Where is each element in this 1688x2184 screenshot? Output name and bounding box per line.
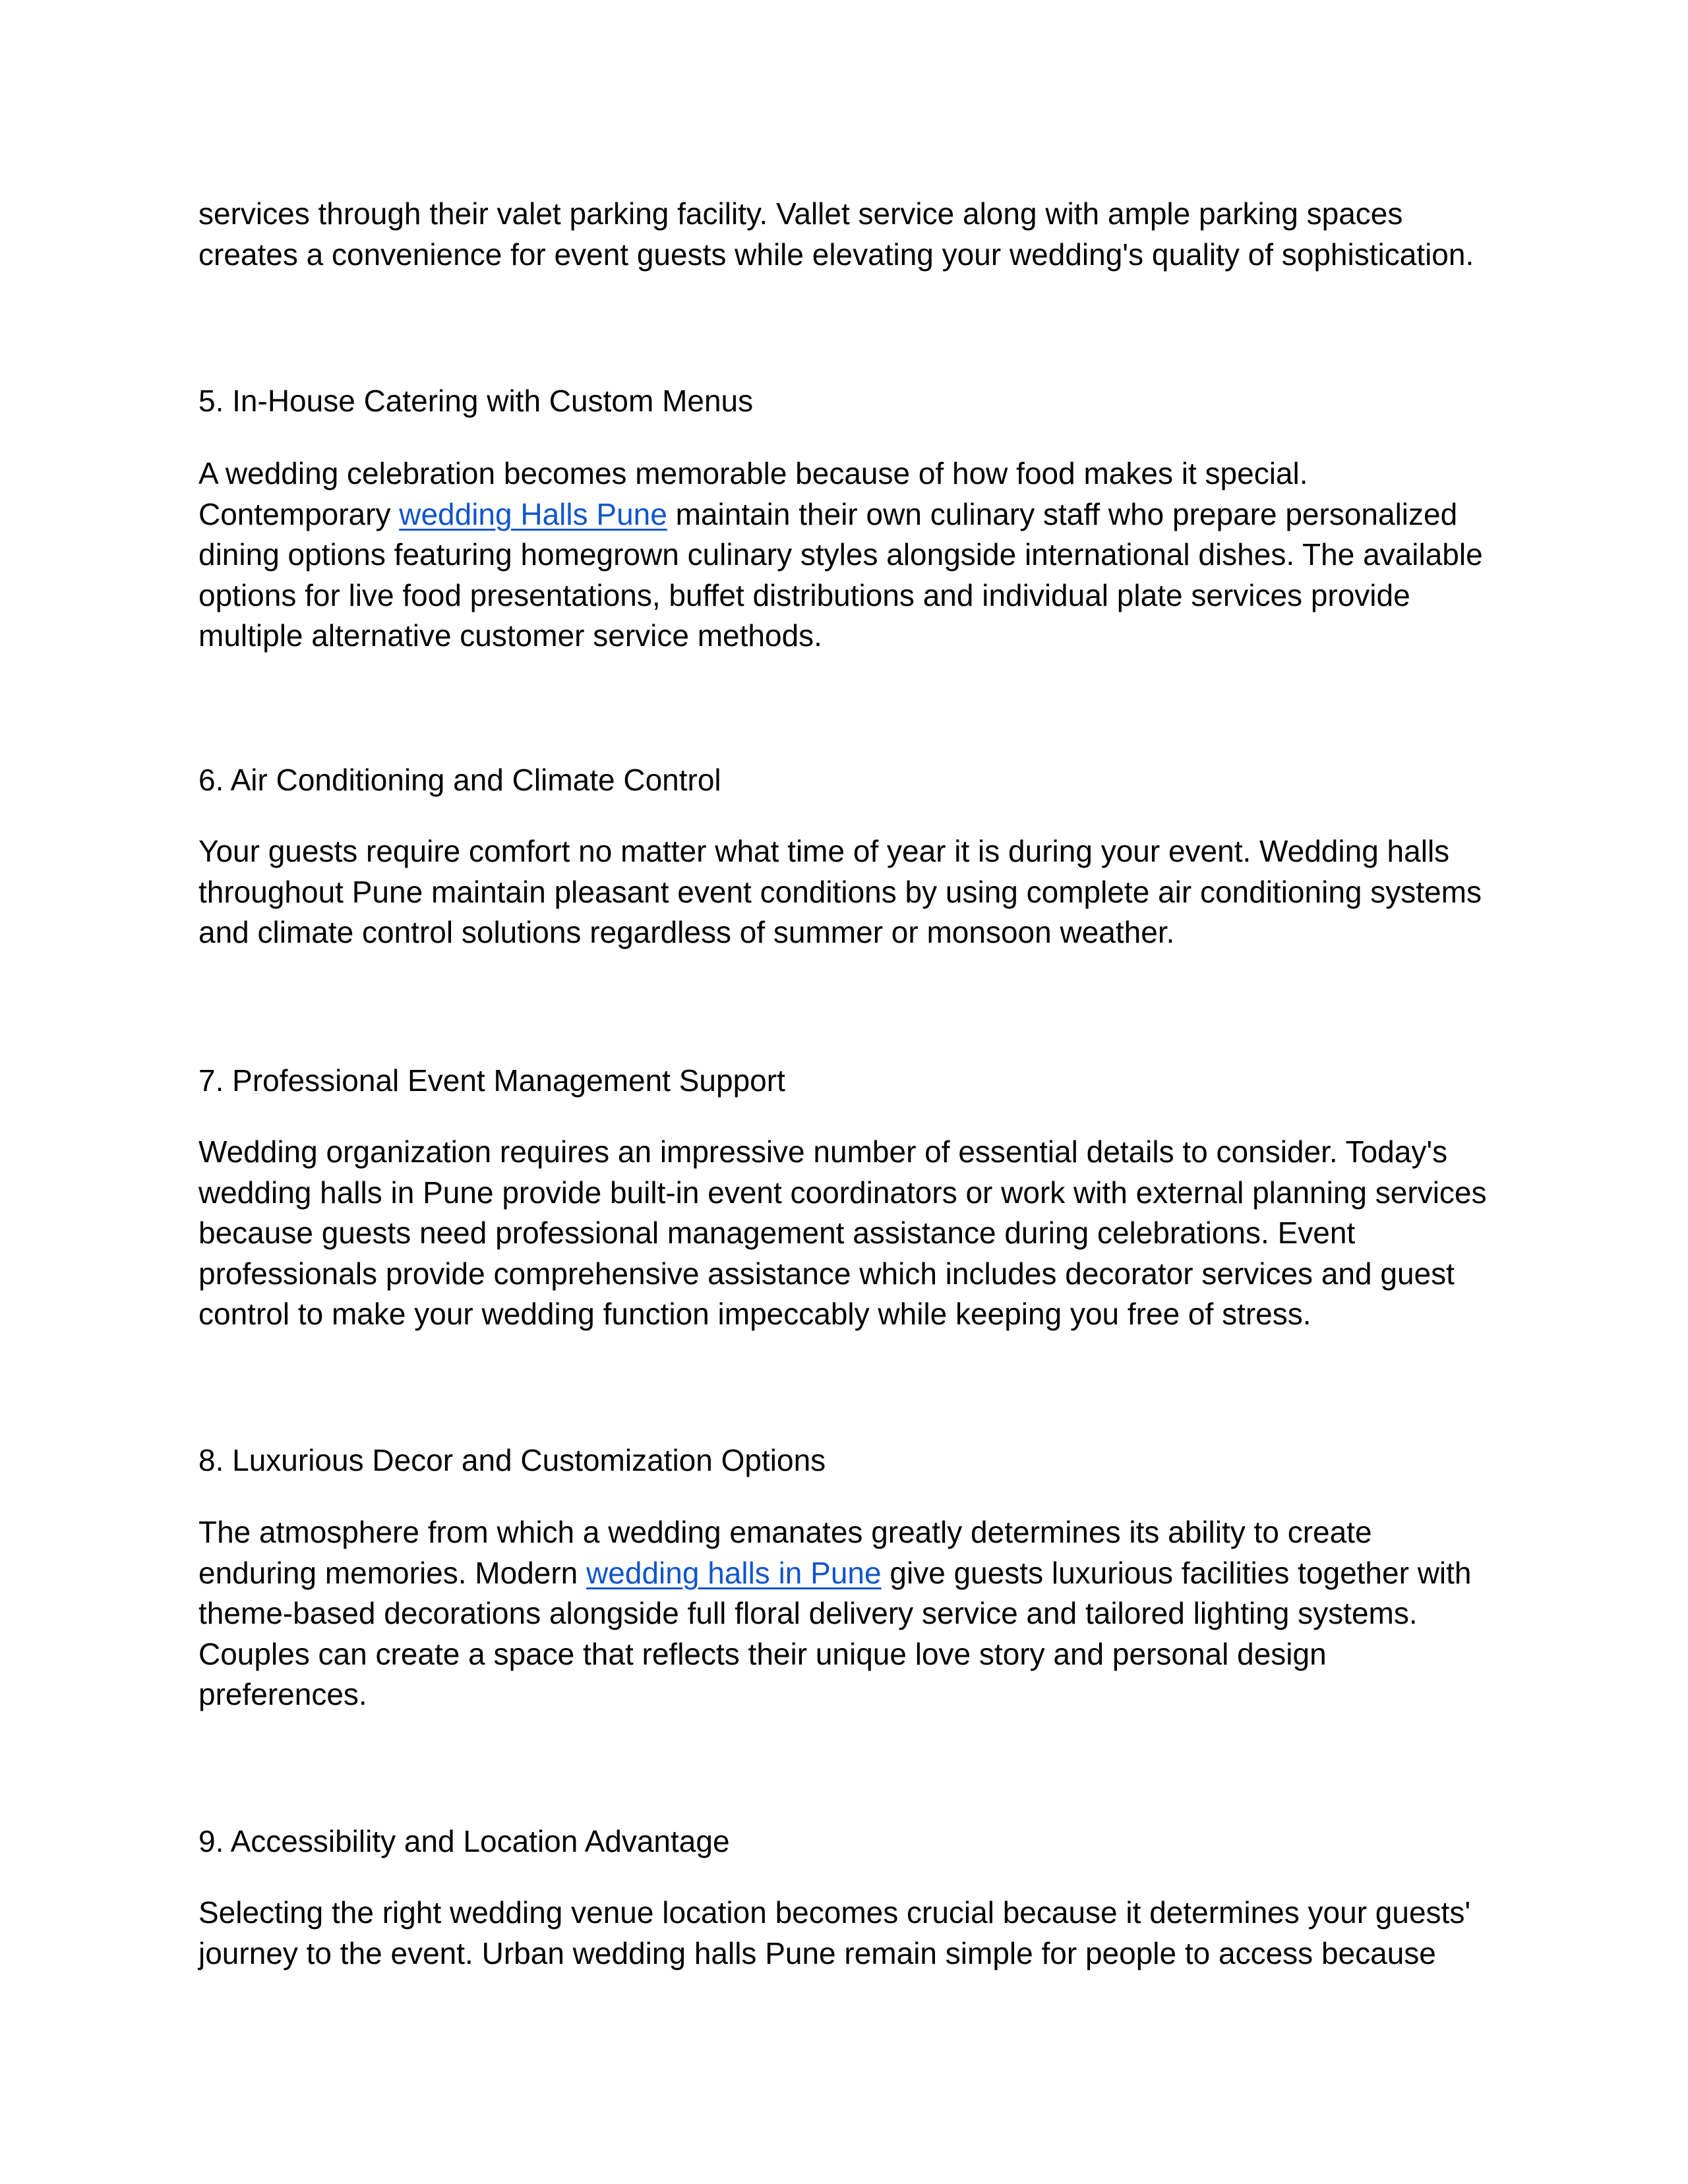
text-run: 8. Luxurious Decor and Customization Options (198, 1443, 826, 1477)
heading-line (198, 381, 753, 422)
paragraph-line (198, 912, 1482, 953)
text-run: control to make your wedding function impeccably while keeping you free of stress. (198, 1297, 1311, 1331)
text-run: multiple alternative customer service methods. (198, 618, 822, 653)
paragraph-line (198, 1634, 1472, 1675)
text-run: Wedding organization requires an impressive number of essential details to consider. Today's (198, 1135, 1448, 1169)
heading-luxurious-decor (198, 1440, 826, 1481)
paragraph-line (198, 194, 1474, 235)
heading-line (198, 1061, 785, 1102)
heading-line (198, 1440, 826, 1481)
heading-in-house-catering (198, 381, 753, 422)
text-run: maintain their own culinary staff who prepare personalized (667, 496, 1458, 531)
paragraph-line (198, 535, 1483, 576)
paragraph-accessibility-location (198, 1893, 1470, 1974)
text-run: 5. In-House Catering with Custom Menus (198, 384, 754, 418)
paragraph-line (198, 1294, 1487, 1335)
text-run: The atmosphere from which a wedding emanates greatly determines its ability to create (198, 1515, 1372, 1549)
text-run: Contemporary (198, 496, 400, 531)
paragraph-air-conditioning (198, 831, 1482, 953)
text-run: wedding halls in Pune provide built-in event coordinators or work with external planning services (198, 1175, 1487, 1210)
text-run: 9. Accessibility and Location Advantage (198, 1824, 730, 1858)
paragraph-line (198, 1674, 1472, 1715)
hyperlink[interactable]: wedding halls in Pune (586, 1555, 882, 1590)
paragraph-luxurious-decor (198, 1512, 1472, 1715)
text-run: enduring memories. Modern (198, 1555, 587, 1590)
paragraph-line (198, 872, 1482, 913)
text-run: throughout Pune maintain pleasant event conditions by using complete air conditioning systems (198, 874, 1482, 909)
text-run: theme-based decorations alongside full floral delivery service and tailored lighting systems. (198, 1596, 1418, 1630)
heading-accessibility-location (198, 1821, 730, 1862)
text-run: dining options featuring homegrown culinary styles alongside international dishes. The available (198, 537, 1483, 572)
paragraph-line (198, 1553, 1472, 1594)
paragraph-line (198, 1254, 1487, 1295)
paragraph-line (198, 616, 1483, 657)
text-run: professionals provide comprehensive assistance which includes decorator services and guest (198, 1256, 1455, 1291)
text-run: Couples can create a space that reflects their unique love story and personal design (198, 1636, 1327, 1671)
text-run: A wedding celebration becomes memorable because of how food makes it special. (198, 456, 1308, 490)
paragraph-line (198, 1173, 1487, 1214)
text-run: creates a convenience for event guests while elevating your wedding's quality of sophistication. (198, 237, 1474, 272)
text-run: options for live food presentations, buffet distributions and individual plate services provide (198, 577, 1410, 612)
hyperlink[interactable]: wedding Halls Pune (399, 496, 667, 531)
paragraph-line (198, 1893, 1470, 1933)
paragraph-event-management (198, 1132, 1487, 1335)
paragraph-line (198, 1512, 1472, 1553)
paragraph-line (198, 831, 1482, 872)
paragraph-line (198, 1933, 1470, 1974)
paragraph-line (198, 494, 1483, 535)
text-run: services through their valet parking facility. Vallet service along with ample parking spaces (198, 196, 1403, 231)
heading-event-management (198, 1061, 785, 1102)
text-run: and climate control solutions regardless of summer or monsoon weather. (198, 915, 1175, 949)
paragraph-line (198, 1593, 1472, 1634)
heading-line (198, 1821, 730, 1862)
text-run: 7. Professional Event Management Support (198, 1063, 785, 1098)
text-run: preferences. (198, 1677, 367, 1711)
text-run: give guests luxurious facilities together with (881, 1555, 1472, 1590)
paragraph-line (198, 576, 1483, 616)
paragraph-parking-continued (198, 194, 1474, 275)
heading-air-conditioning (198, 760, 721, 801)
paragraph-line (198, 1132, 1487, 1173)
text-run: Your guests require comfort no matter what time of year it is during your event. Wedding halls (198, 834, 1450, 868)
text-run: journey to the event. Urban wedding halls Pune remain simple for people to access because (198, 1935, 1436, 1970)
paragraph-line (198, 235, 1474, 276)
text-run: because guests need professional management assistance during celebrations. Event (198, 1216, 1356, 1250)
paragraph-line (198, 454, 1483, 494)
text-run: Selecting the right wedding venue location becomes crucial because it determines your guests' (198, 1895, 1471, 1930)
paragraph-line (198, 1213, 1487, 1254)
heading-line (198, 760, 721, 801)
text-run: 6. Air Conditioning and Climate Control (198, 763, 721, 797)
paragraph-in-house-catering (198, 454, 1483, 657)
